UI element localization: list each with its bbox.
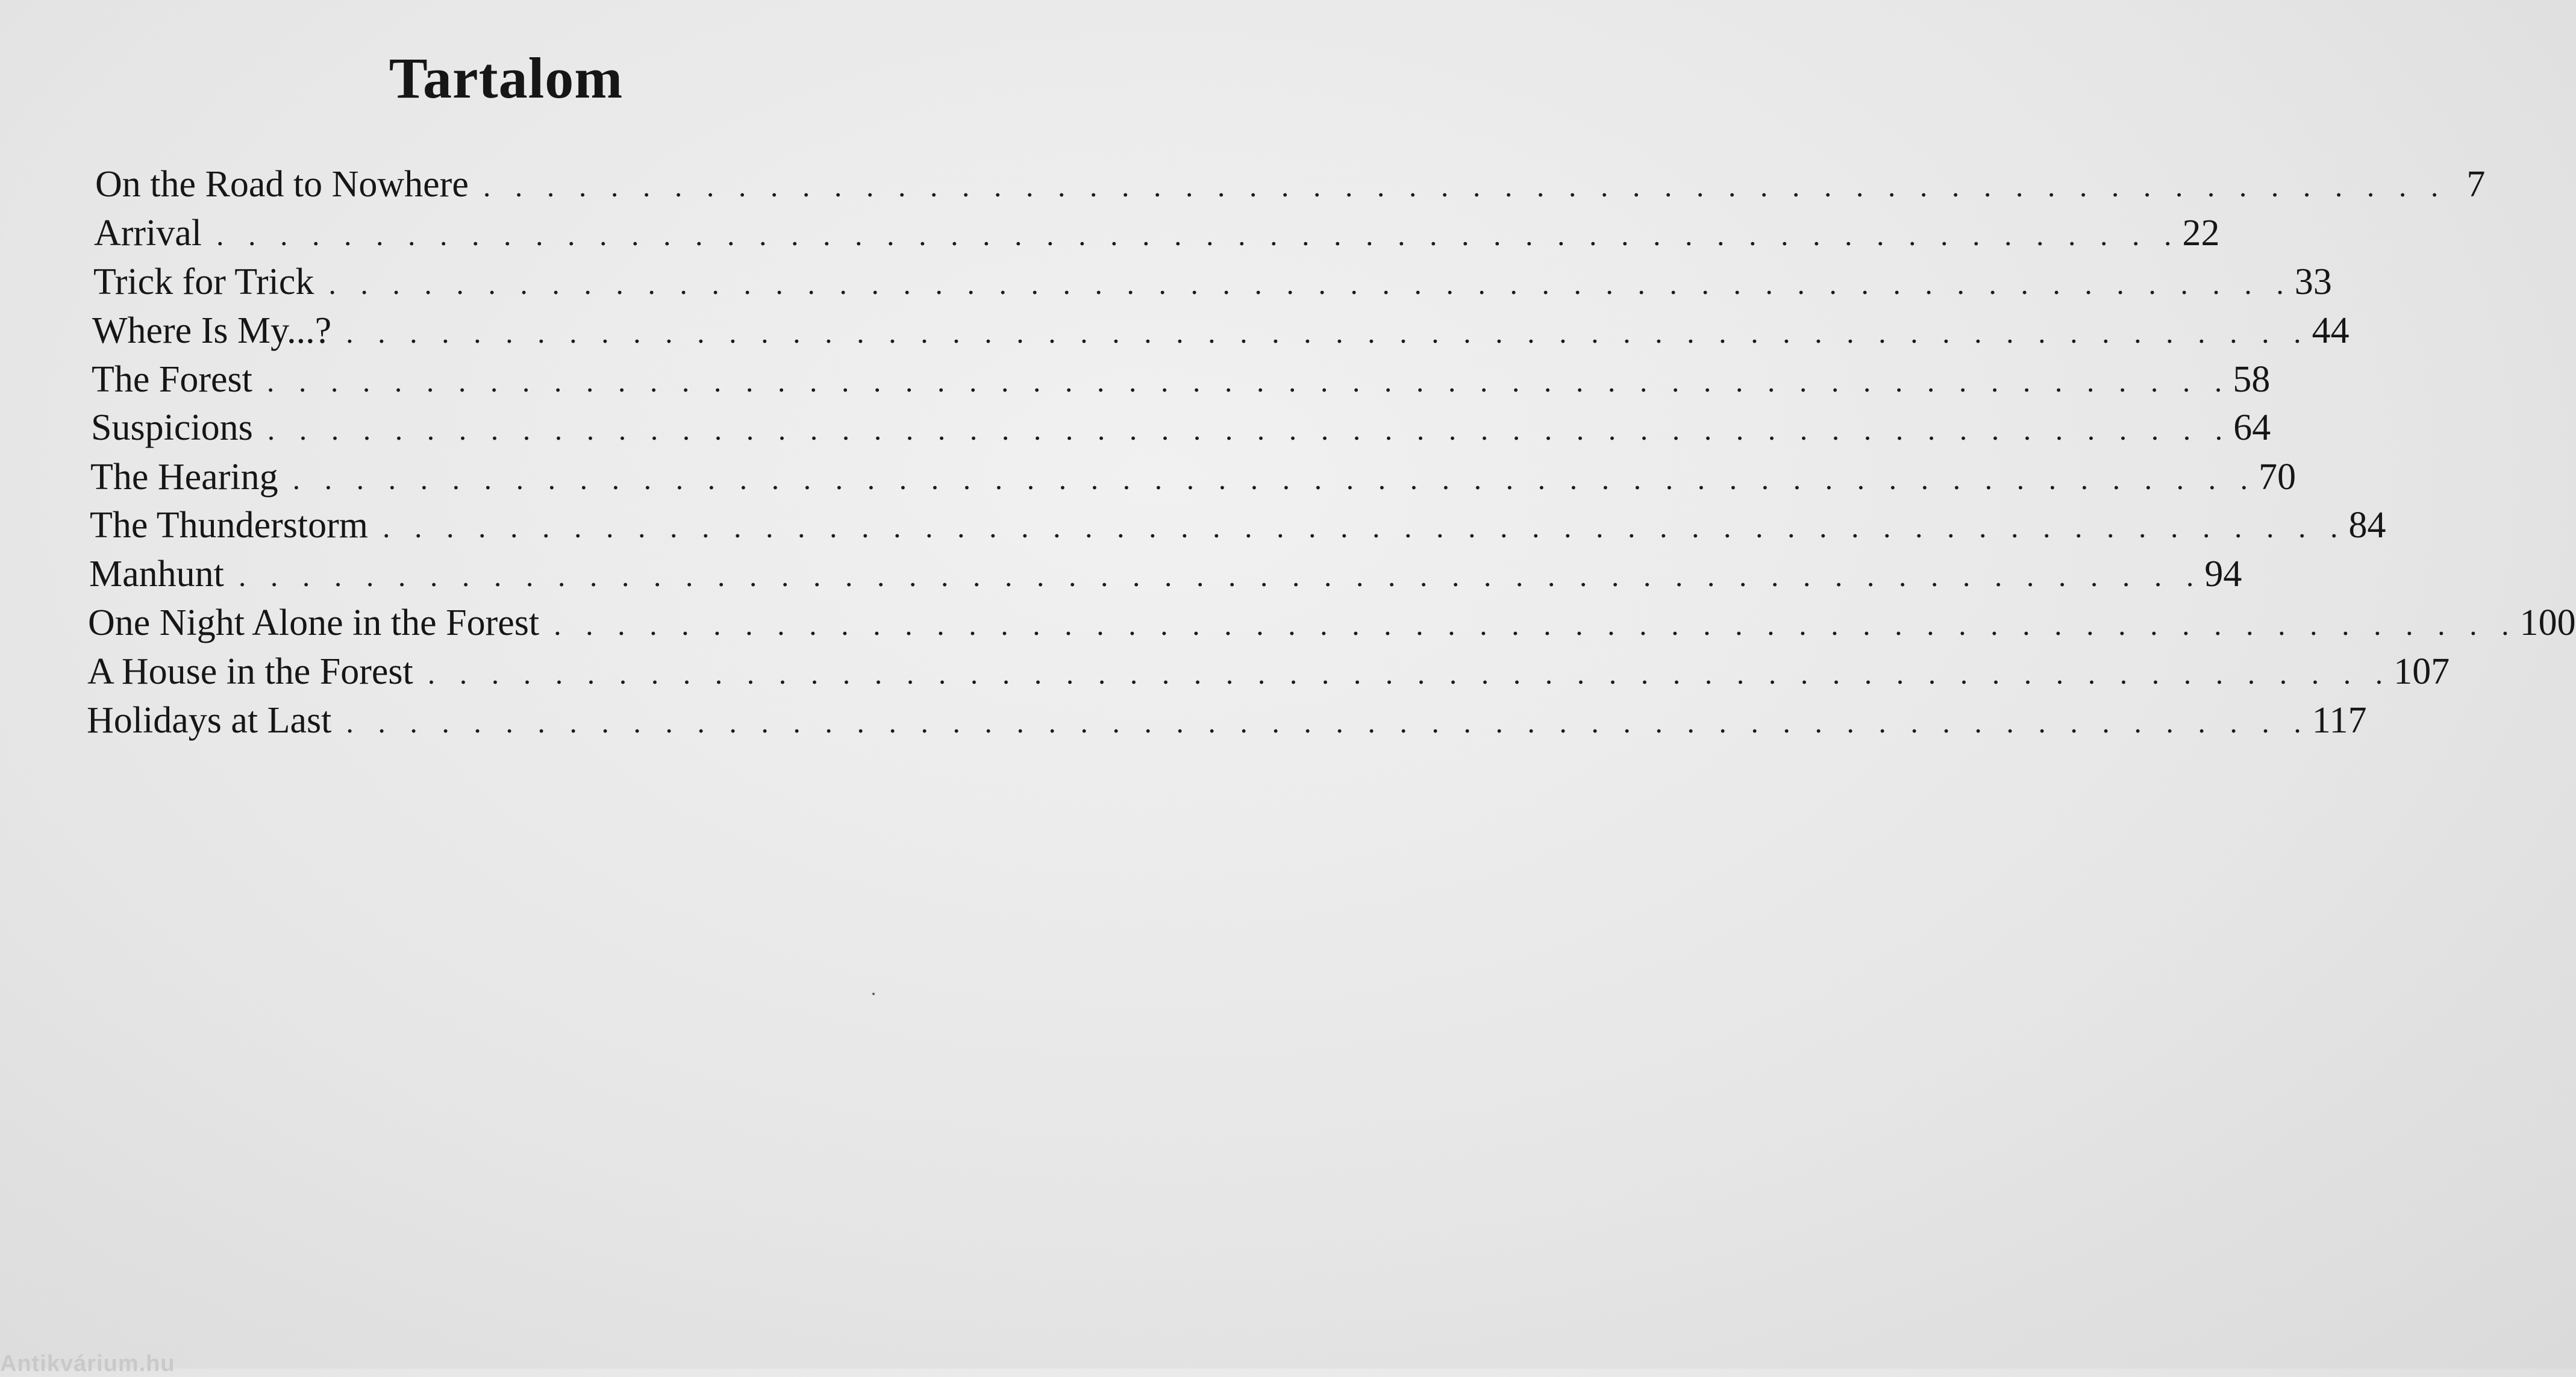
toc-entry-title: The Thunderstorm xyxy=(90,505,369,546)
toc-entry-page: 94 xyxy=(2204,554,2242,595)
toc-entry-page: 107 xyxy=(2393,651,2450,692)
toc-entry-title: Suspicions xyxy=(91,407,253,448)
toc-entry-title: Arrival xyxy=(94,213,202,254)
toc-entry-title: Where Is My...? xyxy=(92,310,332,351)
toc-leader-dots: . . . . . . . . . . . . . . . . . . . . . . . . . . . . . . . . . . . . . . . . . . . . . . . . . . . . . . . . . . . . . . xyxy=(238,559,2202,593)
toc-entry-page: 7 xyxy=(2466,164,2486,205)
toc-leader-dots: . . . . . . . . . . . . . . . . . . . . . . . . . . . . . . . . . . . . . . . . . . . . . . . . . . . . . . . . . . . . . . xyxy=(267,413,2231,446)
toc-entry xyxy=(90,453,2296,501)
toc-entry xyxy=(89,550,2242,598)
toc-entry-page: 64 xyxy=(2233,407,2271,448)
toc-leader-dots: . . . . . . . . . . . . . . . . . . . . . . . . . . . . . . . . . . . . . . . . . . . . . . . . . . . . . . . . . . . . . . xyxy=(346,705,2310,739)
paper-speck xyxy=(872,993,875,995)
toc-entry xyxy=(92,307,2349,355)
toc-leader-dots: . . . . . . . . . . . . . . . . . . . . . . . . . . . . . . . . . . . . . . . . . . . . . . . . . . . . . . . . . . . . . . xyxy=(483,169,2447,203)
toc-entry xyxy=(87,696,2367,745)
toc-entry-title: A House in the Forest xyxy=(87,651,413,692)
toc-leader-dots: . . . . . . . . . . . . . . . . . . . . . . . . . . . . . . . . . . . . . . . . . . . . . . . . . . . . . . . . . . . . . . xyxy=(383,510,2346,544)
toc-leader-dots: . . . . . . . . . . . . . . . . . . . . . . . . . . . . . . . . . . . . . . . . . . . . . . . . . . . . . . . . . . . . . . xyxy=(328,267,2292,301)
toc-entry xyxy=(91,404,2271,452)
toc-entry-page: 70 xyxy=(2259,457,2296,498)
toc-entry-title: Trick for Trick xyxy=(93,261,314,302)
toc-entry-page: 22 xyxy=(2182,213,2220,254)
toc-entry-title: Manhunt xyxy=(89,554,224,595)
toc-entry xyxy=(95,160,2486,208)
page-title: Tartalom xyxy=(389,46,624,110)
toc-leader-dots: . . . . . . . . . . . . . . . . . . . . . . . . . . . . . . . . . . . . . . . . . . . . . . . . . . . . . . . . . . . . . . xyxy=(554,608,2518,642)
toc-entry-page: 100 xyxy=(2519,602,2576,643)
toc-entry xyxy=(92,355,2271,404)
toc-entry-page: 44 xyxy=(2312,310,2349,351)
toc-entry-title: The Forest xyxy=(92,359,252,400)
toc-entry xyxy=(90,501,2386,549)
toc-entry-title: One Night Alone in the Forest xyxy=(88,602,540,643)
toc-leader-dots: . . . . . . . . . . . . . . . . . . . . . . . . . . . . . . . . . . . . . . . . . . . . . . . . . . . . . . . . . . . . . . xyxy=(346,316,2310,349)
toc-entry xyxy=(94,209,2220,257)
toc-leader-dots: . . . . . . . . . . . . . . . . . . . . . . . . . . . . . . . . . . . . . . . . . . . . . . . . . . . . . . . . . . . . . . xyxy=(427,657,2392,690)
toc-leader-dots: . . . . . . . . . . . . . . . . . . . . . . . . . . . . . . . . . . . . . . . . . . . . . . . . . . . . . . . . . . . . . . xyxy=(216,218,2180,252)
toc-entry xyxy=(88,599,2576,647)
toc-entry-title: The Hearing xyxy=(90,457,278,498)
toc-entry-page: 117 xyxy=(2312,700,2367,741)
toc-entry-page: 33 xyxy=(2294,261,2332,302)
toc-entry xyxy=(93,258,2332,306)
toc-leader-dots: . . . . . . . . . . . . . . . . . . . . . . . . . . . . . . . . . . . . . . . . . . . . . . . . . . . . . . . . . . . . . . xyxy=(292,462,2257,496)
toc-entry-page: 84 xyxy=(2348,505,2386,546)
toc-entry-title: Holidays at Last xyxy=(87,700,332,741)
toc-leader-dots: . . . . . . . . . . . . . . . . . . . . . . . . . . . . . . . . . . . . . . . . . . . . . . . . . . . . . . . . . . . . . . xyxy=(266,364,2231,398)
toc-entry-page: 58 xyxy=(2233,359,2271,400)
toc-entry-title: On the Road to Nowhere xyxy=(95,164,469,205)
watermark: Antikvárium.hu xyxy=(0,1351,175,1376)
toc-entry xyxy=(87,648,2450,696)
